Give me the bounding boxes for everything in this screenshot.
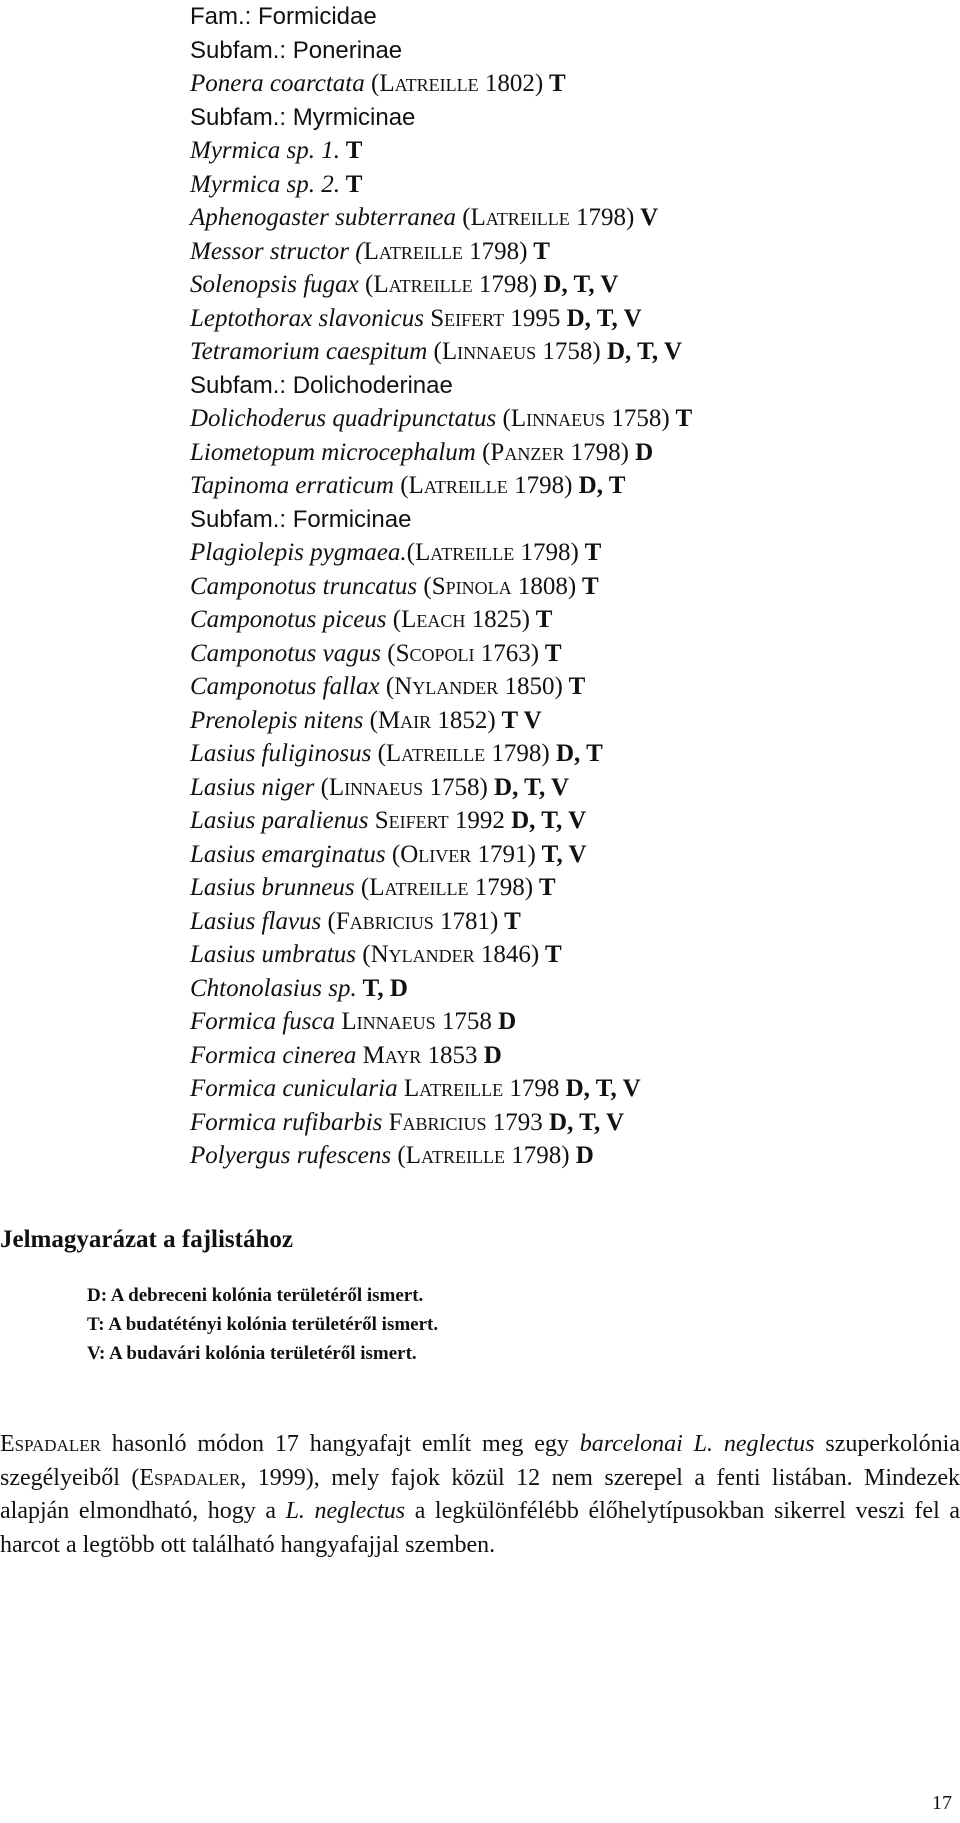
species-name: Ponera coarctata [190,70,365,97]
punctuation: ( [356,941,371,968]
heading-text: Subfam.: Ponerinae [190,36,403,64]
species-author: Latreille [405,1142,505,1169]
species-name: Liometopum microcephalum [190,438,476,466]
species-name: Lasius niger [190,773,315,801]
punctuation: ( [314,773,329,801]
page-number: 17 [932,1792,952,1814]
subfamily-heading [190,34,950,68]
species-entry [190,570,950,604]
species-author: Linnaeus [510,405,606,432]
species-name: Formica fusca [190,1008,336,1035]
punctuation: ( [379,673,395,700]
species-entry [190,469,950,503]
punctuation: ( [358,271,374,298]
species-name: Prenolepis nitens [190,706,364,734]
species-year: 1798) [462,237,528,265]
species-year: 1781) [433,907,499,935]
species-list [190,0,950,1173]
punctuation: ( [455,204,471,231]
species-entry [190,1005,950,1039]
author-citation: Espadaler [0,1431,101,1457]
species-author: Panzer [490,438,565,466]
punctuation: ( [386,606,402,633]
species-year: 1798) [507,472,573,499]
location-codes: D, T, V [487,773,570,801]
species-year: 1798) [468,874,534,901]
italic-text: L. neglectus [285,1498,406,1524]
species-entry [190,335,950,369]
species-entry [190,1106,950,1140]
location-codes: D, T, V [559,1075,641,1102]
species-entry [190,201,950,235]
punctuation: ( [391,1142,406,1169]
paragraph-text: , 1999), mely fajok közül 12 nem szerepel a fenti listában. Mindezek alapján elmondható, hogy a [0,1464,960,1524]
legend-item-t: T: A budatétényi kolónia területéről ismert. [87,1314,439,1335]
species-entry [190,704,950,738]
species-year: 1802) [478,70,544,97]
location-codes: T [562,673,586,700]
species-name: Lasius fuliginosus [190,740,372,767]
species-name: Myrmica sp. 2. [190,170,340,198]
legend-title: Jelmagyarázat a fajlistához [0,1226,293,1253]
species-author: Linnaeus [328,773,424,801]
species-entry [190,670,950,704]
species-author: Latreille [379,70,479,97]
paragraph-text: a legkülönfélébb élőhelytípusokban sikerrel veszi fel a harcot a legtöbb ott található hangyafajjal szemben. [0,1498,960,1558]
species-entry [190,402,950,436]
species-entry [190,603,950,637]
legend-item-d: D: A debreceni kolónia területéről ismert. [87,1285,424,1306]
species-author: Linnaeus [441,338,537,365]
location-codes: T, D [356,974,408,1002]
species-name: Plagiolepis pygmaea. [190,539,407,566]
species-author: Latreille [470,204,570,231]
species-entry [190,436,950,470]
species-entry [190,938,950,972]
location-codes: T, V [535,840,587,868]
species-name: Formica rufibarbis [190,1108,383,1136]
species-entry [190,536,950,570]
species-author: Mair [377,706,432,734]
punctuation: ( [380,639,396,667]
punctuation: ( [364,70,380,97]
location-codes: T [539,639,562,667]
species-name: Chtonolasius sp. [190,974,357,1002]
punctuation: ( [417,572,432,600]
species-name: Messor structor ( [190,237,364,265]
species-name: Myrmica sp. 1. [190,137,340,164]
heading-text: Subfam.: Formicinae [190,505,412,533]
punctuation: ( [371,740,386,767]
species-entry [190,771,950,805]
species-year: 1763) [474,639,540,667]
species-year: 1846) [474,941,540,968]
punctuation: ( [475,438,491,466]
punctuation: ( [363,706,378,734]
species-author: Latreille [373,271,473,298]
punctuation: ( [354,874,370,901]
location-codes: D, T, V [537,271,619,298]
species-year: 1798) [514,539,579,566]
species-entry [190,838,950,872]
subfamily-heading [190,0,950,34]
subfamily-heading [190,369,950,403]
species-name: Tapinoma erraticum [190,472,394,499]
paragraph-text: hasonló módon 17 hangyafajt említ meg egy [100,1431,580,1457]
punctuation: ( [406,539,415,566]
species-year: 1798) [569,204,635,231]
location-codes: T [529,606,553,633]
species-author: Latreille [403,1075,504,1102]
species-author: Latreille [385,740,486,767]
location-codes: T [669,405,693,432]
punctuation: ( [321,907,336,935]
species-author: Scopoli [395,639,475,667]
species-entry [190,905,950,939]
species-year: 1798 [503,1075,560,1102]
location-codes: D, T, V [542,1108,625,1136]
species-name: Polyergus rufescens [190,1142,392,1169]
location-codes: D [477,1041,502,1069]
species-entry [190,235,950,269]
location-codes: T [339,170,363,198]
location-codes: T [527,237,550,265]
location-codes: D, T [549,740,603,767]
species-author: Latreille [363,237,463,265]
species-name: Camponotus fallax [190,673,380,700]
location-codes: T [339,137,363,164]
location-codes: D [628,438,654,466]
legend-item-v: V: A budavári kolónia területéről ismert. [87,1343,417,1364]
species-entry [190,168,950,202]
species-author: Fabricius [388,1108,487,1136]
species-author: Spinola [431,572,512,600]
location-codes: D [569,1142,594,1169]
punctuation: ( [385,840,401,868]
species-entry [190,1139,950,1173]
species-author: Seifert [374,807,449,834]
species-entry [190,637,950,671]
species-year: 1758) [605,405,670,432]
subfamily-heading [190,503,950,537]
species-year: 1758) [423,773,488,801]
species-entry [190,1039,950,1073]
species-name: Camponotus truncatus [190,572,418,600]
species-name: Camponotus vagus [190,639,381,667]
species-name: Aphenogaster subterranea [190,204,456,231]
subfamily-heading [190,101,950,135]
heading-text: Subfam.: Dolichoderinae [190,371,453,399]
species-name: Solenopsis fugax [190,271,359,298]
species-name: Lasius flavus [190,907,322,935]
species-entry [190,737,950,771]
heading-text: Subfam.: Myrmicinae [190,103,416,131]
species-entry [190,1072,950,1106]
location-codes: T [539,941,562,968]
species-entry [190,972,950,1006]
species-author: Mayr [362,1041,422,1069]
species-entry [190,134,950,168]
location-codes: D [491,1008,517,1035]
species-year: 1758) [536,338,601,365]
location-codes: T [576,572,599,600]
species-year: 1852) [431,706,496,734]
species-name: Lasius brunneus [190,874,355,901]
author-citation: Espadaler [139,1464,241,1491]
species-year: 1798) [504,1142,570,1169]
species-author: Latreille [414,539,515,566]
species-year: 1798) [472,271,538,298]
species-name: Camponotus piceus [190,606,387,633]
species-year: 1798) [564,438,629,466]
species-year: 1850) [498,673,563,700]
location-codes: T [498,907,521,935]
species-author: Oliver [400,840,472,868]
species-name: Tetramorium caespitum [190,338,428,365]
location-codes: T [533,874,556,901]
punctuation: ( [427,338,442,365]
heading-text: Fam.: Formicidae [190,3,377,30]
species-author: Nylander [394,673,499,700]
species-author: Latreille [408,472,508,499]
legend [87,1281,438,1368]
species-entry [190,268,950,302]
species-year: 1758 [435,1008,492,1035]
location-codes: T V [495,706,542,734]
species-name: Formica cunicularia [190,1075,398,1102]
species-author: Fabricius [335,907,434,935]
species-author: Linnaeus [341,1008,436,1035]
location-codes: D, T, V [504,807,587,834]
punctuation: ( [496,405,511,432]
location-codes: D, T [572,472,626,499]
paragraph-text: szuperkolónia szegélyeiből ( [0,1431,960,1491]
species-year: 1791) [471,840,536,868]
species-year: 1825) [465,606,530,633]
species-author: Latreille [369,874,469,901]
species-year: 1798) [485,740,550,767]
location-codes: D, T, V [560,304,642,332]
species-name: Lasius paralienus [190,807,369,834]
location-codes: T [543,70,566,97]
species-name: Lasius umbratus [190,941,357,968]
species-author: Nylander [370,941,475,968]
body-paragraph [0,1428,960,1562]
species-entry [190,804,950,838]
location-codes: T [578,539,602,566]
species-year: 1793 [486,1108,543,1136]
species-year: 1853 [421,1041,478,1069]
species-name: Leptothorax slavonicus [190,304,425,332]
species-name: Dolichoderus quadripunctatus [190,405,497,432]
location-codes: D, T, V [600,338,682,365]
species-entry [190,871,950,905]
species-author: Leach [401,606,466,633]
species-author: Seifert [430,304,505,332]
italic-text: barcelonai L. neglectus [579,1431,815,1457]
species-year: 1992 [448,807,505,834]
species-year: 1995 [504,304,561,332]
species-entry [190,302,950,336]
species-entry [190,67,950,101]
location-codes: V [634,204,659,231]
species-year: 1808) [511,572,577,600]
punctuation: ( [393,472,409,499]
species-name: Formica cinerea [190,1041,357,1069]
species-name: Lasius emarginatus [190,840,386,868]
